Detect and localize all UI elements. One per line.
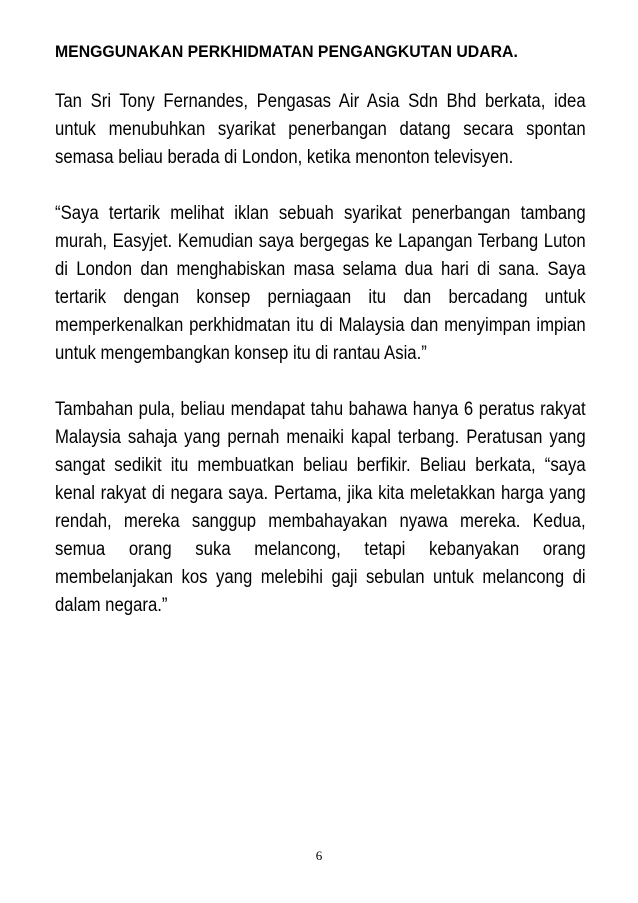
- document-page: [55, 40, 586, 648]
- paragraph-1: Tan Sri Tony Fernandes, Pengasas Air Asia Sdn Bhd berkata, idea untuk menubuhkan syarikat penerbangan datang secara spontan semasa beliau berada di London, ketika menonton televisyen.: [55, 91, 586, 168]
- paragraph-3: Tambahan pula, beliau mendapat tahu bahawa hanya 6 peratus rakyat Malaysia sahaja yang pernah menaiki kapal terbang. Peratusan yang sangat sedikit itu membuatkan beliau berfikir. Beliau berkata, “saya kenal rakyat di negara saya. Pertama, jika kita meletakkan harga yang rendah, mereka sanggup membahayakan nyawa mereka. Kedua, semua orang suka melancong, tetapi kebanyakan orang membelanjakan kos yang melebihi gaji sebulan untuk melancong di dalam negara.”: [55, 399, 586, 616]
- paragraph-2: “Saya tertarik melihat iklan sebuah syarikat penerbangan tambang murah, Easyjet. Kemudian saya bergegas ke Lapangan Terbang Luton di London dan menghabiskan masa selama dua hari di sana. Saya tertarik dengan konsep perniagaan itu dan bercadang untuk memperkenalkan perkhidmatan itu di Malaysia dan menyimpan impian untuk mengembangkan konsep itu di rantau Asia.”: [55, 203, 586, 364]
- section-heading: MENGGUNAKAN PERKHIDMATAN PENGANGKUTAN UDARA.: [55, 42, 518, 61]
- page-number: 6: [315, 848, 323, 863]
